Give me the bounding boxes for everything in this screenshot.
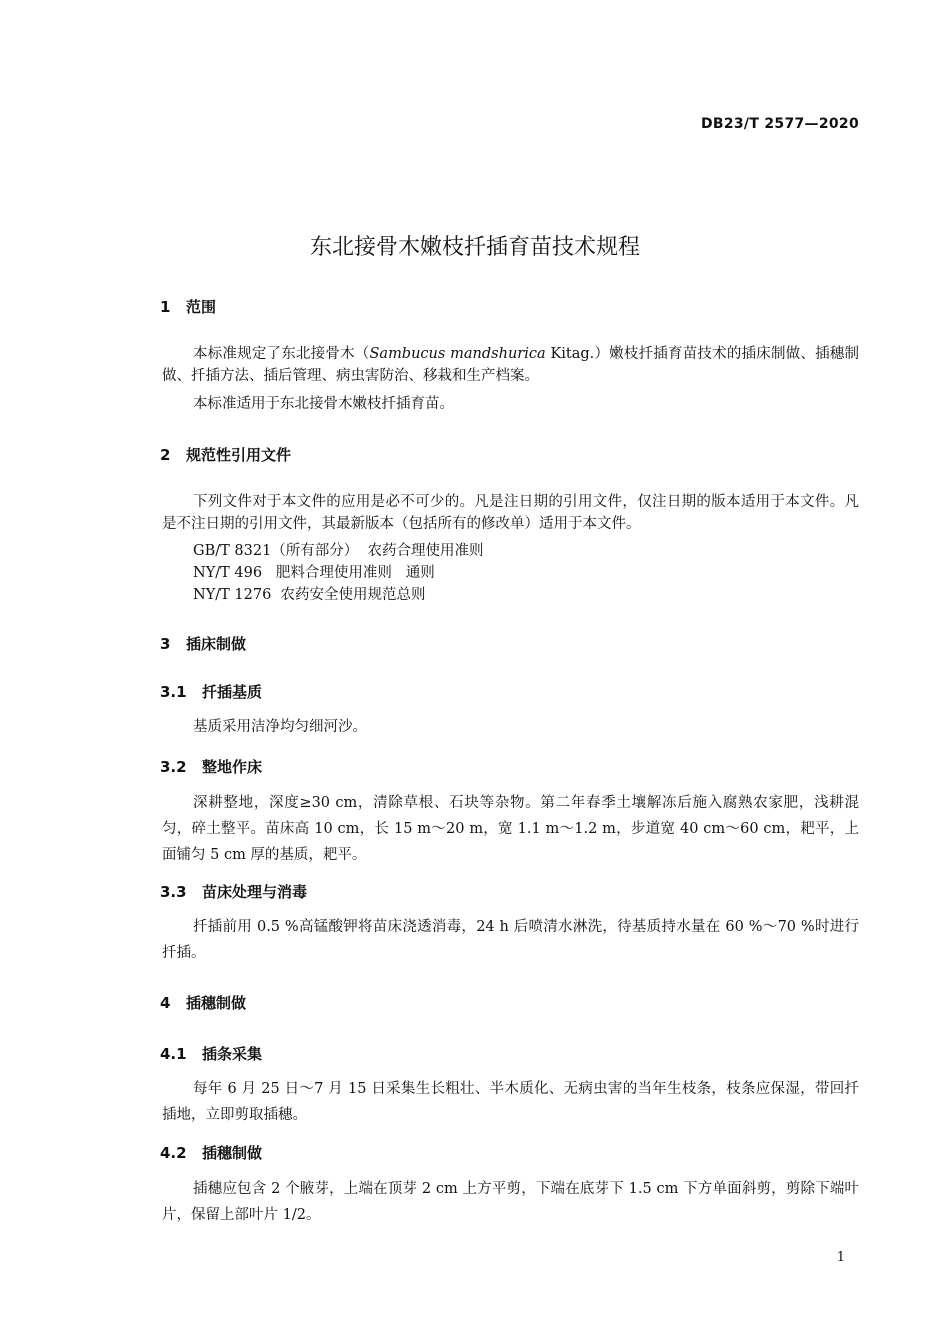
section-4-1-paragraph: 每年 6 月 25 日～7 月 15 日采集生长粗壮、半木质化、无病虫害的当年生枝条，枝条应保湿，带回扦插地，立即剪取插穗。 xyxy=(162,1081,859,1123)
section-number: 3 xyxy=(160,635,171,653)
section-title: 整地作床 xyxy=(202,758,263,776)
section-title: 范围 xyxy=(186,298,217,316)
section-4-2-paragraph: 插穗应包含 2 个腋芽，上端在顶芽 2 cm 上方平剪，下端在底芽下 1.5 cm 下方单面斜剪，剪除下端叶片，保留上部叶片 1/2。 xyxy=(162,1181,859,1223)
section-title: 插条采集 xyxy=(202,1045,263,1063)
section-number: 3.1 xyxy=(160,683,187,701)
scientific-name: Sambucus mandshurica xyxy=(369,346,546,362)
section-2-paragraph-1: 下列文件对于本文件的应用是必不可少的。凡是注日期的引用文件，仅注日期的版本适用于本文件。凡是不注日期的引用文件，其最新版本（包括所有的修改单）适用于本文件。 xyxy=(162,494,859,532)
section-1-paragraph-2: 本标准适用于东北接骨木嫩枝扦插育苗。 xyxy=(193,396,454,412)
section-2-heading xyxy=(160,444,291,465)
reference-item: GB/T 8321（所有部分） 农药合理使用准则 xyxy=(193,543,484,559)
section-3-3-paragraph: 扦插前用 0.5 %高锰酸钾将苗床浇透消毒，24 h 后喷清水淋洗，待基质持水量在 60 %～70 %时进行扦插。 xyxy=(162,919,859,961)
section-number: 1 xyxy=(160,298,171,316)
section-3-1-paragraph: 基质采用洁净均匀细河沙。 xyxy=(193,719,367,735)
section-1-paragraph-1: 本标准规定了东北接骨木（Sambucus mandshurica Kitag.）嫩枝扦插育苗技术的插床制做、插穗制做、扦插方法、插后管理、病虫害防治、移栽和生产档案。 xyxy=(162,346,859,384)
section-number: 4.1 xyxy=(160,1045,187,1063)
section-number: 2 xyxy=(160,446,171,464)
section-number: 4 xyxy=(160,994,171,1012)
section-title: 插穗制做 xyxy=(186,994,247,1012)
section-title: 插穗制做 xyxy=(202,1144,263,1162)
section-4-2-heading xyxy=(160,1142,262,1163)
section-title: 扦插基质 xyxy=(202,683,263,701)
standard-code: DB23/T 2577—2020 xyxy=(700,116,859,132)
reference-item: NY/T 1276 农药安全使用规范总则 xyxy=(193,587,426,603)
section-number: 3.3 xyxy=(160,883,187,901)
section-number: 3.2 xyxy=(160,758,187,776)
section-number: 4.2 xyxy=(160,1144,187,1162)
reference-item: NY/T 496 肥料合理使用准则 通则 xyxy=(193,565,435,581)
section-3-1-heading xyxy=(160,681,262,702)
section-3-2-heading xyxy=(160,756,262,777)
document-title: 东北接骨木嫩枝扦插育苗技术规程 xyxy=(309,235,640,260)
section-title: 苗床处理与消毒 xyxy=(202,883,308,901)
section-3-3-heading xyxy=(160,881,307,902)
section-3-heading xyxy=(160,633,246,654)
section-4-1-heading xyxy=(160,1043,262,1064)
section-title: 规范性引用文件 xyxy=(186,446,292,464)
section-4-heading xyxy=(160,992,246,1013)
section-3-2-paragraph: 深耕整地，深度≥30 cm，清除草根、石块等杂物。第二年春季土壤解冻后施入腐熟农家肥，浅耕混匀，碎土整平。苗床高 10 cm，长 15 m～20 m，宽 1.1 m～1.2 m，步道宽 40 cm～60 cm，耙平，上面铺匀 5 cm 厚的基质，耙平。 xyxy=(162,795,859,863)
page-number: 1 xyxy=(836,1250,845,1265)
section-title: 插床制做 xyxy=(186,635,247,653)
section-1-heading xyxy=(160,296,216,317)
